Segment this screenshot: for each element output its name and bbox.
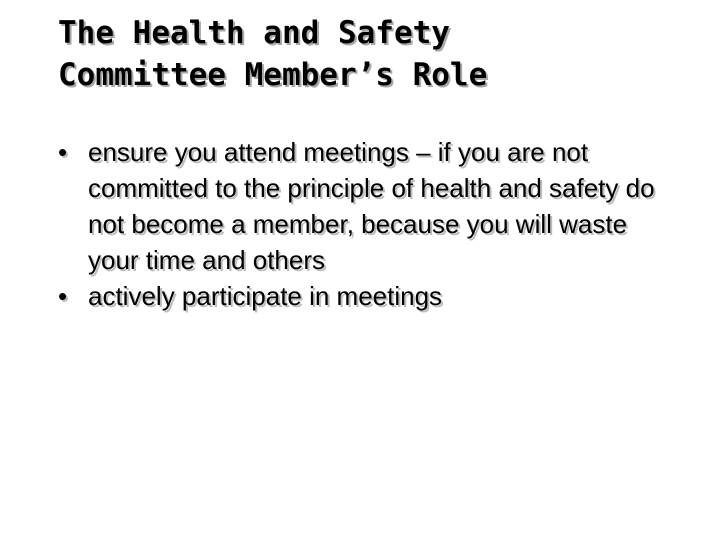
bullet-item-attend-meetings [56,134,656,278]
bullet-icon: • [58,281,68,311]
slide-title-line-2: Committee Member’s Role [58,57,488,93]
bullet-icon: • [58,137,68,167]
bullet-text: ensure you attend meetings – if you are not committed to the principle of health and safety do not become a member, because you will waste your time and others [88,137,655,275]
bullet-item-participate [56,278,656,314]
bullet-list [56,134,656,314]
bullet-text: actively participate in meetings [88,281,443,311]
slide-title-line-1: The Health and Safety [58,15,450,51]
slide-title [58,12,698,96]
